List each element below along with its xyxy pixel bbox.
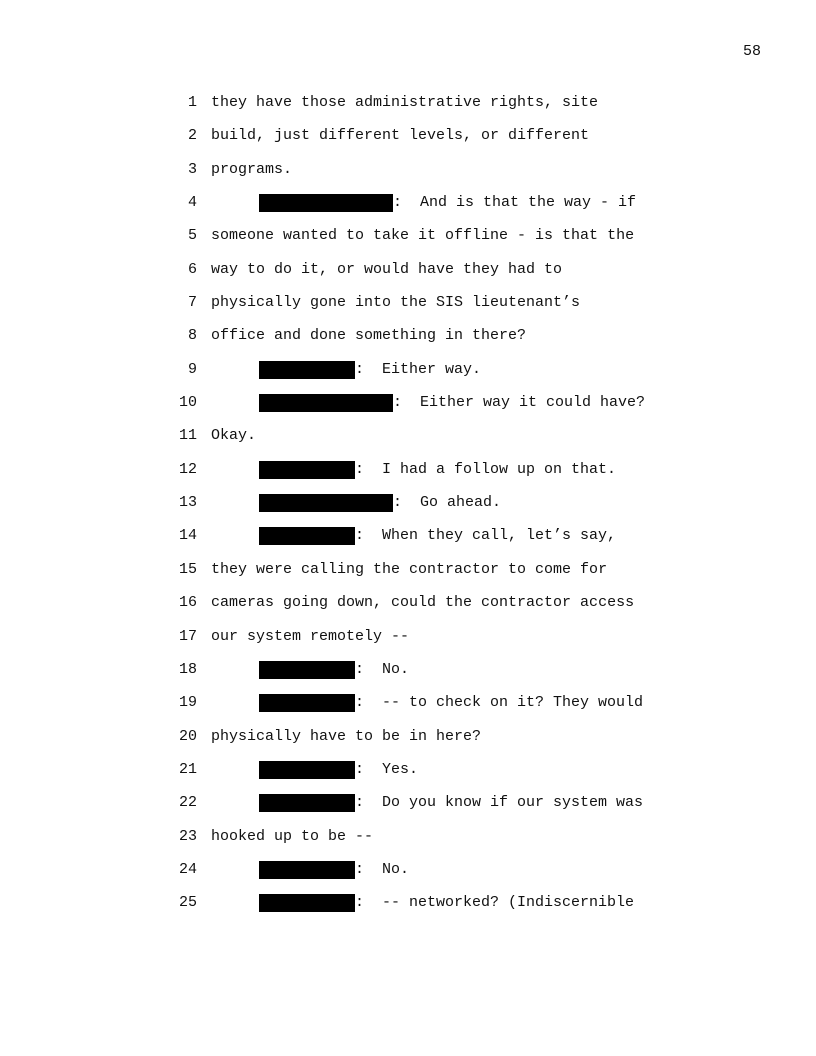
transcript-line xyxy=(0,260,816,293)
speaker-line-text: : When they call, let’s say, xyxy=(355,527,617,545)
transcript-line xyxy=(0,727,816,760)
line-number: 5 xyxy=(187,227,197,245)
transcript-line xyxy=(0,526,816,559)
transcript-line xyxy=(0,627,816,660)
line-text: physically have to be in here? xyxy=(211,727,482,745)
line-text: way to do it, or would have they had to xyxy=(211,260,563,278)
line-number: 17 xyxy=(178,627,197,645)
line-number: 3 xyxy=(187,160,197,178)
redacted-speaker-name xyxy=(259,894,355,912)
line-text: hooked up to be -- xyxy=(211,827,374,845)
speaker-line-text: : Do you know if our system was xyxy=(355,794,644,812)
transcript-line xyxy=(0,226,816,259)
transcript-line xyxy=(0,426,816,459)
transcript-line xyxy=(0,660,816,693)
line-number: 16 xyxy=(178,594,197,612)
transcript-line xyxy=(0,893,816,926)
line-number: 20 xyxy=(178,727,197,745)
transcript-lines xyxy=(0,93,816,927)
line-text: Okay. xyxy=(211,427,257,445)
transcript-line xyxy=(0,593,816,626)
transcript-line xyxy=(0,760,816,793)
line-text: our system remotely -- xyxy=(211,627,410,645)
transcript-line xyxy=(0,860,816,893)
line-number: 10 xyxy=(178,394,197,412)
line-number: 22 xyxy=(178,794,197,812)
transcript-line xyxy=(0,393,816,426)
line-number: 13 xyxy=(178,494,197,512)
speaker-line-text: : -- networked? (Indiscernible xyxy=(355,894,635,912)
speaker-line-text: : Either way it could have? xyxy=(393,394,646,412)
speaker-line-text: : Go ahead. xyxy=(393,494,502,512)
page-number: 58 xyxy=(743,43,762,60)
line-text: they were calling the contractor to come for xyxy=(211,560,608,578)
transcript-line xyxy=(0,326,816,359)
speaker-line-text: : No. xyxy=(355,660,410,678)
redacted-speaker-name xyxy=(259,761,355,779)
transcript-line xyxy=(0,293,816,326)
redacted-speaker-name xyxy=(259,394,393,412)
transcript-line xyxy=(0,193,816,226)
line-text: build, just different levels, or different xyxy=(211,127,590,145)
line-number: 19 xyxy=(178,694,197,712)
line-number: 24 xyxy=(178,860,197,878)
line-number: 11 xyxy=(178,427,197,445)
line-number: 12 xyxy=(178,460,197,478)
redacted-speaker-name xyxy=(259,361,355,379)
speaker-line-text: : -- to check on it? They would xyxy=(355,694,644,712)
line-number: 14 xyxy=(178,527,197,545)
speaker-line-text: : Either way. xyxy=(355,360,482,378)
redacted-speaker-name xyxy=(259,194,393,212)
transcript-line xyxy=(0,93,816,126)
transcript-line xyxy=(0,827,816,860)
line-number: 1 xyxy=(187,94,197,111)
transcript-line xyxy=(0,126,816,159)
speaker-line-text: : And is that the way - if xyxy=(393,194,637,212)
transcript-line xyxy=(0,493,816,526)
line-text: someone wanted to take it offline - is that the xyxy=(211,227,635,245)
transcript-line xyxy=(0,560,816,593)
line-number: 23 xyxy=(178,827,197,845)
speaker-line-text: : No. xyxy=(355,860,410,878)
line-number: 8 xyxy=(187,327,197,345)
transcript-line xyxy=(0,460,816,493)
transcript-line xyxy=(0,360,816,393)
line-text: physically gone into the SIS lieutenant’s xyxy=(211,294,581,312)
line-number: 4 xyxy=(187,194,197,212)
line-number: 25 xyxy=(178,894,197,912)
line-number: 18 xyxy=(178,660,197,678)
transcript-line xyxy=(0,793,816,826)
line-number: 7 xyxy=(187,294,197,312)
redacted-speaker-name xyxy=(259,527,355,545)
redacted-speaker-name xyxy=(259,694,355,712)
line-text: cameras going down, could the contractor access xyxy=(211,594,635,612)
redacted-speaker-name xyxy=(259,861,355,879)
line-text: programs. xyxy=(211,160,293,178)
line-number: 2 xyxy=(187,127,197,145)
speaker-line-text: : Yes. xyxy=(355,760,419,778)
line-number: 15 xyxy=(178,560,197,578)
redacted-speaker-name xyxy=(259,461,355,479)
line-number: 9 xyxy=(187,360,197,378)
line-text: office and done something in there? xyxy=(211,327,527,345)
transcript-line xyxy=(0,160,816,193)
line-text: they have those administrative rights, site xyxy=(211,94,599,111)
redacted-speaker-name xyxy=(259,661,355,679)
speaker-line-text: : I had a follow up on that. xyxy=(355,460,617,478)
line-number: 6 xyxy=(187,260,197,278)
line-number: 21 xyxy=(178,760,197,778)
redacted-speaker-name xyxy=(259,494,393,512)
transcript-line xyxy=(0,693,816,726)
redacted-speaker-name xyxy=(259,794,355,812)
